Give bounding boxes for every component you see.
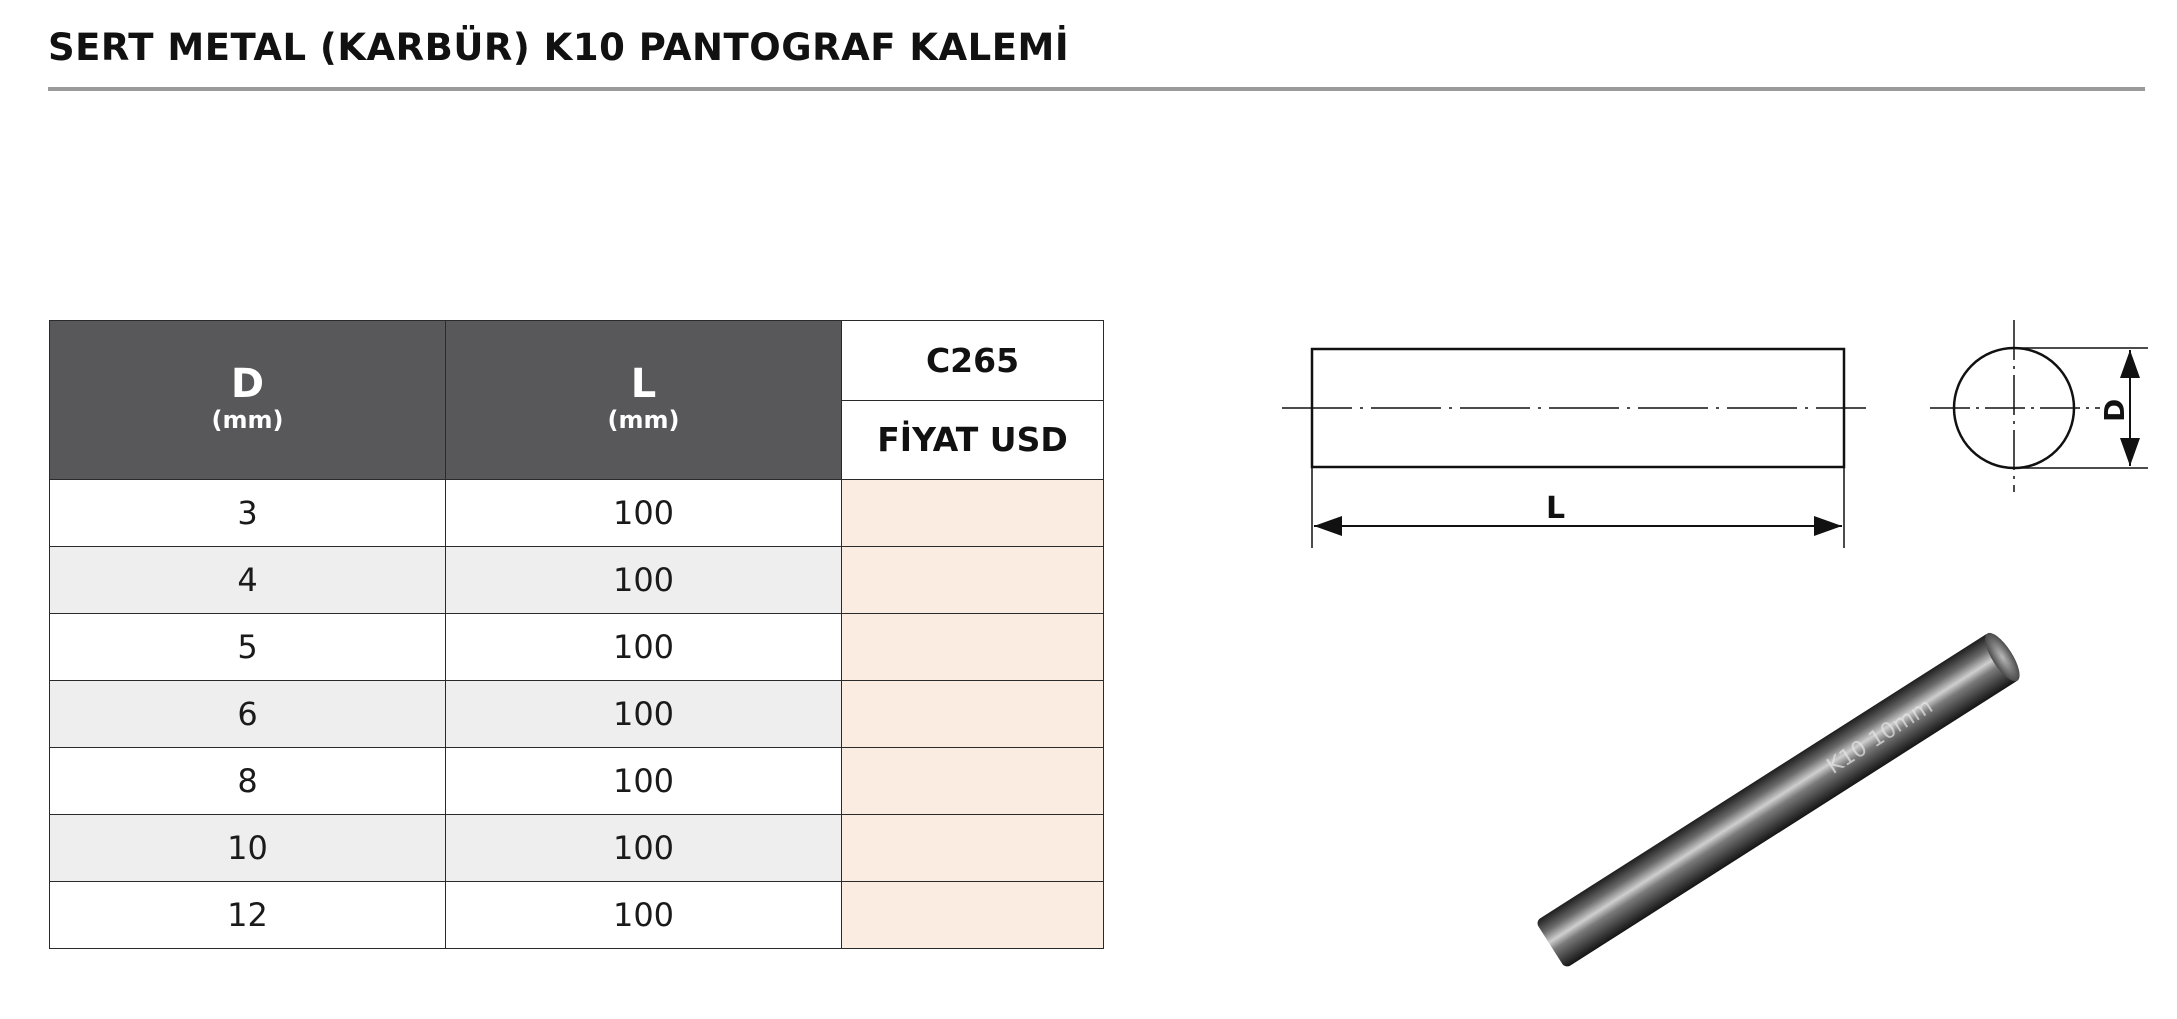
table-row bbox=[50, 480, 1104, 547]
product-photo bbox=[1460, 590, 2060, 990]
table-row bbox=[50, 681, 1104, 748]
cell-d: 5 bbox=[50, 614, 446, 681]
cell-l: 100 bbox=[446, 748, 842, 815]
column-header-d-unit: (mm) bbox=[211, 406, 284, 434]
product-code-header: C265 bbox=[842, 321, 1104, 401]
column-header-l-unit: (mm) bbox=[607, 406, 680, 434]
cell-price bbox=[842, 480, 1104, 547]
title-divider bbox=[48, 87, 2145, 91]
cell-price bbox=[842, 614, 1104, 681]
price-column-header: FİYAT USD bbox=[842, 400, 1104, 480]
cell-l: 100 bbox=[446, 480, 842, 547]
column-header-d-label: D bbox=[230, 361, 265, 407]
table-row bbox=[50, 614, 1104, 681]
cell-d: 8 bbox=[50, 748, 446, 815]
cell-l: 100 bbox=[446, 815, 842, 882]
cell-l: 100 bbox=[446, 547, 842, 614]
column-header-l-label: L bbox=[630, 361, 657, 407]
cell-price bbox=[842, 681, 1104, 748]
diameter-dimension-label: D bbox=[2098, 398, 2131, 422]
cell-d: 12 bbox=[50, 882, 446, 949]
cell-price bbox=[842, 547, 1104, 614]
cell-d: 6 bbox=[50, 681, 446, 748]
cell-price bbox=[842, 882, 1104, 949]
column-header-l bbox=[446, 321, 842, 480]
product-table bbox=[49, 320, 1104, 949]
column-header-d bbox=[50, 321, 446, 480]
carbide-rod-image bbox=[1535, 631, 2021, 968]
technical-drawing bbox=[1270, 300, 2160, 560]
cell-l: 100 bbox=[446, 681, 842, 748]
cell-d: 3 bbox=[50, 480, 446, 547]
cell-price bbox=[842, 815, 1104, 882]
cell-d: 4 bbox=[50, 547, 446, 614]
table-row bbox=[50, 547, 1104, 614]
length-dimension-label: L bbox=[1546, 491, 1566, 526]
cell-l: 100 bbox=[446, 614, 842, 681]
table-row bbox=[50, 882, 1104, 949]
rod-engraving: K10 10mm bbox=[1822, 693, 1938, 780]
cell-d: 10 bbox=[50, 815, 446, 882]
table-row bbox=[50, 815, 1104, 882]
page-title: SERT METAL (KARBÜR) K10 PANTOGRAF KALEMİ bbox=[48, 26, 1070, 69]
cell-price bbox=[842, 748, 1104, 815]
cell-l: 100 bbox=[446, 882, 842, 949]
table-row bbox=[50, 748, 1104, 815]
